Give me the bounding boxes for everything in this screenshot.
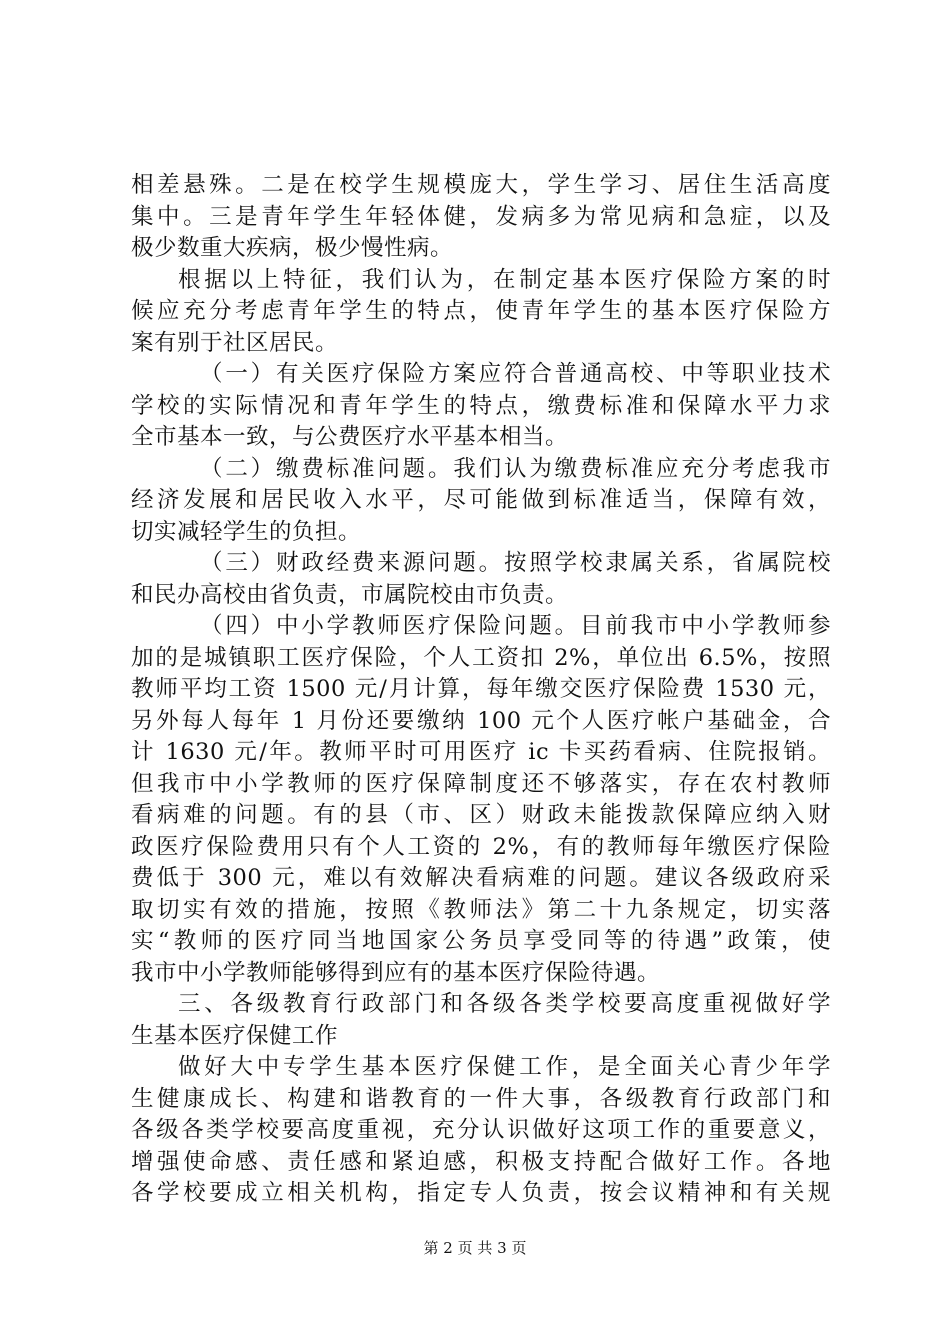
text-line: 案有别于社区居民。 [131,329,339,356]
text-line: 各级各类学校要高度重视，充分认识做好这项工作的重要意义， [131,1117,831,1143]
text-line: 经济发展和居民收入水平，尽可能做到标准适当，保障有效， [131,487,831,513]
text-line: 做好大中专学生基本医疗保健工作，是全面关心青少年学 [178,1054,831,1080]
text-line: （一）有关医疗保险方案应符合普通高校、中等职业技术 [200,361,831,387]
text-line: 候应充分考虑青年学生的特点，使青年学生的基本医疗保险方 [131,298,831,324]
text-line: 学校的实际情况和青年学生的特点，缴费标准和保障水平力求 [131,392,831,419]
section-heading-line: 三、各级教育行政部门和各级各类学校要高度重视做好学 [178,991,831,1017]
text-line: 集中。三是青年学生年轻体健，发病多为常见病和急症，以及 [131,203,831,230]
text-line: 根据以上特征，我们认为，在制定基本医疗保险方案的时 [178,266,831,293]
text-line: 极少数重大疾病，极少慢性病。 [131,235,454,261]
text-line: 看病难的问题。有的县（市、区）财政未能拨款保障应纳入财 [131,802,831,828]
text-line: 实“教师的医疗同当地国家公务员享受同等的待遇”政策，使 [131,928,831,954]
text-line: 政医疗保险费用只有个人工资的 2%，有的教师每年缴医疗保险 [131,833,831,860]
text-line: 教师平均工资 1500 元/月计算，每年缴交医疗保险费 1530 元， [131,676,831,702]
document-body [131,170,831,1210]
text-line: 我市中小学教师能够得到应有的基本医疗保险待遇。 [131,959,661,986]
text-line: 各学校要成立相关机构，指定专人负责，按会议精神和有关规 [131,1180,831,1206]
text-line: 加的是城镇职工医疗保险，个人工资扣 2%，单位出 6.5%，按照 [131,644,831,671]
text-line: （三）财政经费来源问题。按照学校隶属关系，省属院校 [200,550,831,576]
text-line: 费低于 300 元，难以有效解决看病难的问题。建议各级政府采 [131,865,831,891]
text-line: 计 1630 元/年。教师平时可用医疗 ic 卡买药看病、住院报销。 [131,739,831,765]
text-line: 全市基本一致，与公费医疗水平基本相当。 [131,424,569,450]
text-line: 生健康成长、构建和谐教育的一件大事，各级教育行政部门和 [131,1085,831,1112]
text-line: （四）中小学教师医疗保险问题。目前我市中小学教师参 [200,613,831,639]
page-number-footer: 第 2 页 共 3 页 [423,1239,527,1257]
text-line: 相差悬殊。二是在校学生规模庞大，学生学习、居住生活高度 [131,172,831,198]
text-line: （二）缴费标准问题。我们认为缴费标准应充分考虑我市 [200,455,831,482]
text-line: 但我市中小学教师的医疗保障制度还不够落实，存在农村教师 [131,770,831,797]
text-line: 取切实有效的措施，按照《教师法》第二十九条规定，切实落 [131,896,831,923]
text-line: 切实减轻学生的负担。 [131,518,362,545]
text-line: 另外每人每年 1 月份还要缴纳 100 元个人医疗帐户基础金，合 [131,707,831,734]
section-heading-line: 生基本医疗保健工作 [131,1022,339,1049]
text-line: 和民办高校由省负责，市属院校由市负责。 [131,581,569,608]
text-line: 增强使命感、责任感和紧迫感，积极支持配合做好工作。各地 [131,1148,831,1175]
